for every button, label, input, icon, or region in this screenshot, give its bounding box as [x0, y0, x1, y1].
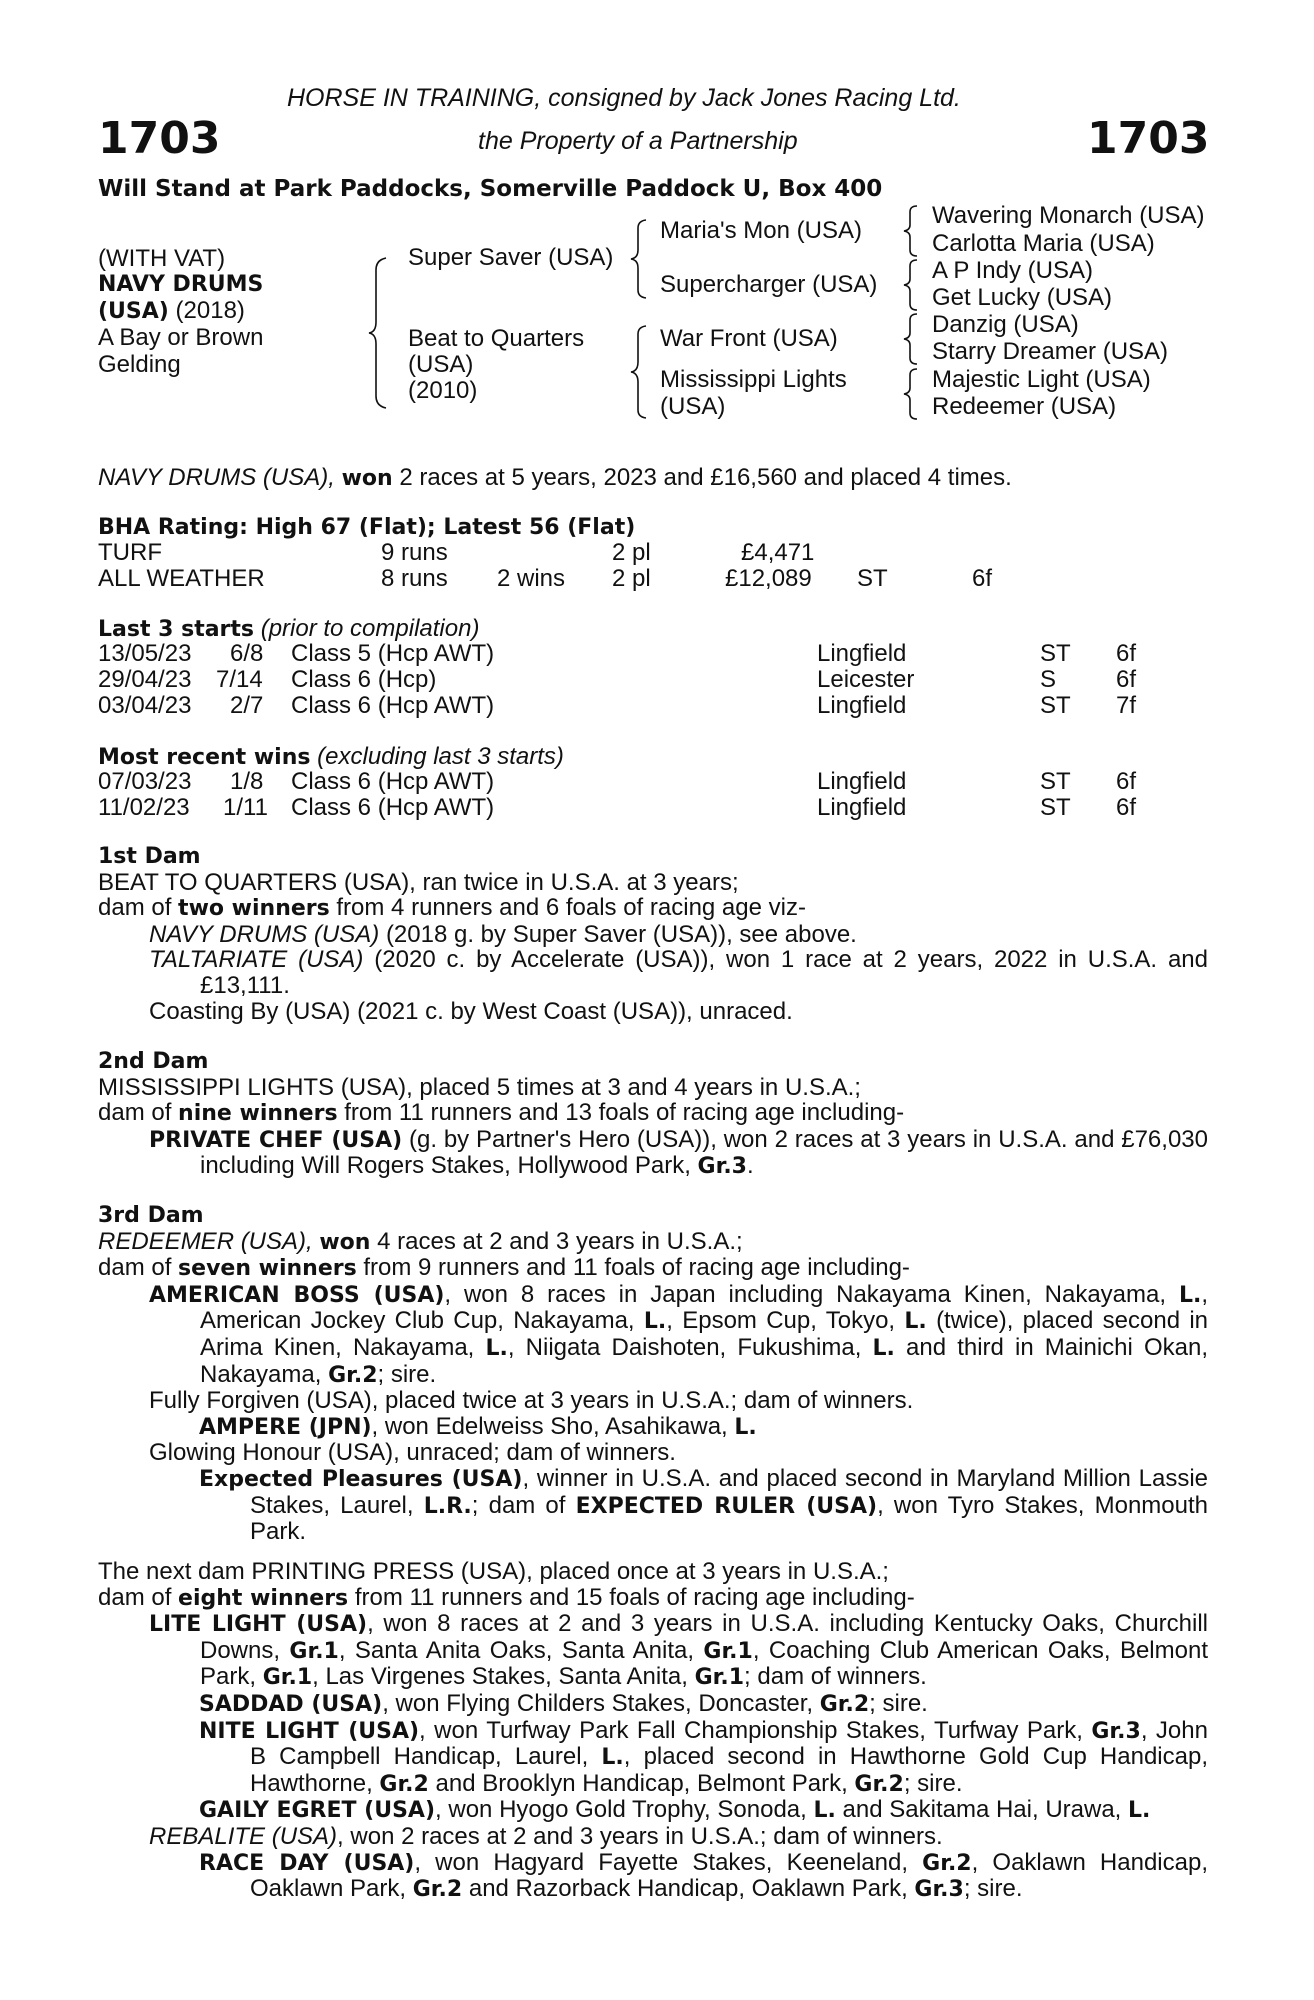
- race-summary: NAVY DRUMS (USA), won 2 races at 5 years, 2023 and £16,560 and placed 4 times.: [98, 464, 1012, 491]
- table-row: [0, 693, 1314, 719]
- pedigree-dsd: Starry Dreamer (USA): [932, 338, 1169, 365]
- second-dam-line: MISSISSIPPI LIGHTS (USA), placed 5 times at 3 and 4 years in U.S.A.;: [98, 1073, 861, 1101]
- bha-rating-title: BHA Rating: High 67 (Flat); Latest 56 (Flat): [98, 515, 636, 540]
- first-dam-foal-3: Coasting By (USA) (2021 c. by West Coast (USA)), unraced.: [149, 997, 793, 1025]
- pedigree-brace-main: [370, 256, 392, 410]
- rebalite-entry: REBALITE (USA), won 2 races at 2 and 3 years in U.S.A.; dam of winners.: [149, 1822, 943, 1850]
- pedigree-ssd: Carlotta Maria (USA): [932, 230, 1155, 257]
- property-line: the Property of a Partnership: [478, 127, 798, 155]
- rating-earnings: £12,089: [725, 565, 812, 592]
- start-distance: 6f: [1116, 640, 1137, 667]
- second-dam-title: 2nd Dam: [98, 1049, 209, 1074]
- win-going: ST: [1040, 794, 1071, 821]
- third-dam-line: REDEEMER (USA), won 4 races at 2 and 3 years in U.S.A.;: [98, 1227, 743, 1255]
- table-row: [0, 769, 1314, 795]
- recent-wins-title: Most recent wins (excluding last 3 starts): [98, 743, 564, 770]
- rating-runs: 8 runs: [381, 565, 448, 592]
- pedigree-dam-dam-name: Mississippi Lights: [660, 366, 847, 393]
- first-dam-line: BEAT TO QUARTERS (USA), ran twice in U.S.A. at 3 years;: [98, 868, 739, 896]
- win-position: 1/11: [223, 794, 268, 821]
- start-distance: 7f: [1116, 692, 1137, 719]
- race-day-entry: RACE DAY (USA), won Hagyard Fayette Stakes, Keeneland, Gr.2, Oaklawn Handicap, Oaklawn Park, Gr.2 and Razorback Handicap, Oaklawn Park, Gr.3; sire.: [199, 1848, 1209, 1903]
- rating-wins: 2 wins: [497, 565, 566, 592]
- last-starts-table: [0, 641, 1314, 719]
- last-starts-title: Last 3 starts (prior to compilation): [98, 615, 480, 642]
- start-date: 29/04/23: [98, 666, 192, 693]
- start-going: S: [1040, 666, 1057, 693]
- rating-placed: 2 pl: [612, 565, 651, 592]
- win-course: Lingfield: [817, 794, 907, 821]
- pedigree-dam-year: (2010): [408, 377, 478, 404]
- start-class: Class 5 (Hcp AWT): [291, 640, 495, 667]
- win-class: Class 6 (Hcp AWT): [291, 768, 495, 795]
- first-dam-section: [98, 844, 1208, 1024]
- horse-sex: Gelding: [98, 351, 181, 378]
- start-date: 13/05/23: [98, 640, 192, 667]
- saddad-entry: SADDAD (USA), won Flying Childers Stakes, Doncaster, Gr.2; sire.: [199, 1689, 928, 1717]
- pedigree-ddd: Redeemer (USA): [932, 393, 1117, 420]
- second-dam-foal-1: PRIVATE CHEF (USA) (g. by Partner's Hero (USA)), won 2 races at 3 years in U.S.A. and £76,030 including Will Rogers Stakes, Hollywood Park, Gr.3.: [149, 1125, 1208, 1180]
- start-course: Leicester: [817, 666, 915, 693]
- horse-colour: A Bay or Brown: [98, 324, 264, 351]
- pedigree-brace-ss: [904, 204, 922, 258]
- start-course: Lingfield: [817, 640, 907, 667]
- second-dam-section: [98, 1049, 1208, 1180]
- rating-surface: ALL WEATHER: [98, 565, 265, 592]
- first-dam-title: 1st Dam: [98, 844, 201, 869]
- pedigree-brace-dd: [904, 367, 922, 421]
- second-dam-produce: dam of nine winners from 11 runners and 13 foals of racing age including-: [98, 1099, 905, 1127]
- fully-forgiven-entry: Fully Forgiven (USA), placed twice at 3 years in U.S.A.; dam of winners.: [149, 1387, 914, 1415]
- third-dam-section: [98, 1203, 1208, 1545]
- ampere-entry: AMPERE (JPN), won Edelweiss Sho, Asahikawa, L.: [199, 1412, 757, 1440]
- american-boss-entry: AMERICAN BOSS (USA), won 8 races in Japan including Nakayama Kinen, Nakayama, L., American Jockey Club Cup, Nakayama, L., Epsom Cup, Tokyo, L. (twice), placed second in Arima Kinen, Nakayama, L., Niigata Daishoten, Fukushima, L. and third in Mainichi Okan, Nakayama, Gr.2; sire.: [149, 1280, 1209, 1388]
- first-dam-produce: dam of two winners from 4 runners and 6 foals of racing age viz-: [98, 894, 806, 922]
- third-dam-title: 3rd Dam: [98, 1203, 204, 1228]
- start-position: 7/14: [216, 666, 263, 693]
- pedigree-sss: Wavering Monarch (USA): [932, 202, 1205, 229]
- table-row: [0, 795, 1314, 821]
- pedigree-brace-sire: [632, 218, 652, 300]
- start-going: ST: [1040, 692, 1071, 719]
- recent-wins-table: [0, 769, 1314, 821]
- nite-light-entry: NITE LIGHT (USA), won Turfway Park Fall Championship Stakes, Turfway Park, Gr.3, John B Campbell Handicap, Laurel, L., placed second in Hawthorne Gold Cup Handicap, Hawthorne, Gr.2 and Brooklyn Handicap, Belmont Park, Gr.2; sire.: [199, 1716, 1208, 1797]
- start-going: ST: [1040, 640, 1071, 667]
- win-course: Lingfield: [817, 768, 907, 795]
- pedigree-sire-dam: Supercharger (USA): [660, 271, 878, 298]
- consignor-line: HORSE IN TRAINING, consigned by Jack Jones Racing Ltd.: [287, 84, 961, 112]
- pedigree-dss: Danzig (USA): [932, 311, 1079, 338]
- next-dam-produce: dam of eight winners from 11 runners and 15 foals of racing age including-: [98, 1583, 915, 1611]
- win-date: 11/02/23: [98, 794, 190, 821]
- rating-placed: 2 pl: [612, 539, 651, 566]
- gaily-egret-entry: GAILY EGRET (USA), won Hyogo Gold Trophy, Sonoda, L. and Sakitama Hai, Urawa, L.: [199, 1796, 1151, 1824]
- start-date: 03/04/23: [98, 692, 192, 719]
- expected-pleasures-entry: Expected Pleasures (USA), winner in U.S.A. and placed second in Maryland Million Lassie Stakes, Laurel, L.R.; dam of EXPECTED RULER (USA), won Tyro Stakes, Monmouth Park.: [199, 1464, 1208, 1546]
- horse-origin: (USA) (2018): [98, 297, 245, 324]
- lot-number-right: 1703: [1087, 113, 1210, 164]
- lot-number-left: 1703: [98, 113, 221, 164]
- rating-distance: 6f: [972, 565, 993, 592]
- win-distance: 6f: [1116, 794, 1137, 821]
- pedigree-dam-name: Beat to Quarters: [408, 325, 585, 352]
- start-position: 2/7: [230, 692, 264, 719]
- first-dam-foal-1: NAVY DRUMS (USA) (2018 g. by Super Saver (USA)), see above.: [149, 920, 857, 948]
- pedigree-sdd: Get Lucky (USA): [932, 284, 1113, 311]
- win-date: 07/03/23: [98, 768, 192, 795]
- first-dam-foal-2: TALTARIATE (USA) (2020 c. by Accelerate (USA)), won 1 race at 2 years, 2022 in U.S.A. and £13,111.: [149, 946, 1209, 999]
- pedigree-dam-dam-country: (USA): [660, 393, 726, 420]
- third-dam-produce: dam of seven winners from 9 runners and 11 foals of racing age including-: [98, 1254, 910, 1282]
- start-class: Class 6 (Hcp): [291, 666, 437, 693]
- start-position: 6/8: [230, 640, 264, 667]
- pedigree-dam-sire: War Front (USA): [660, 325, 838, 352]
- glowing-honour-entry: Glowing Honour (USA), unraced; dam of winners.: [149, 1439, 676, 1467]
- pedigree-brace-sd: [904, 258, 922, 312]
- start-class: Class 6 (Hcp AWT): [291, 692, 495, 719]
- win-going: ST: [1040, 768, 1071, 795]
- vat-label: (WITH VAT): [98, 245, 226, 272]
- next-dam-section: [98, 1559, 1208, 1903]
- lite-light-entry: LITE LIGHT (USA), won 8 races at 2 and 3 years in U.S.A. including Kentucky Oaks, Churchill Downs, Gr.1, Santa Anita Oaks, Santa Anita, Gr.1, Coaching Club American Oaks, Belmont Park, Gr.1, Las Virgenes Stakes, Santa Anita, Gr.1; dam of winners.: [149, 1610, 1208, 1691]
- table-row: [0, 641, 1314, 667]
- win-class: Class 6 (Hcp AWT): [291, 794, 495, 821]
- rating-surface: TURF: [98, 539, 162, 566]
- next-dam-line: The next dam PRINTING PRESS (USA), placed once at 3 years in U.S.A.;: [98, 1558, 889, 1585]
- table-row: [0, 667, 1314, 693]
- pedigree-sire: Super Saver (USA): [408, 244, 614, 271]
- pedigree-dam-country: (USA): [408, 351, 474, 378]
- pedigree-brace-ds: [904, 312, 922, 366]
- pedigree-sire-sire: Maria's Mon (USA): [660, 217, 862, 244]
- start-course: Lingfield: [817, 692, 907, 719]
- start-distance: 6f: [1116, 666, 1137, 693]
- rating-earnings: £4,471: [741, 539, 815, 566]
- stand-line: Will Stand at Park Paddocks, Somerville Paddock U, Box 400: [98, 176, 883, 202]
- rating-going: ST: [857, 565, 888, 592]
- pedigree-sds: A P Indy (USA): [932, 257, 1093, 284]
- pedigree-dds: Majestic Light (USA): [932, 366, 1151, 393]
- win-position: 1/8: [230, 768, 264, 795]
- win-distance: 6f: [1116, 768, 1137, 795]
- pedigree-brace-dam: [632, 324, 652, 420]
- rating-runs: 9 runs: [381, 539, 448, 566]
- horse-name: NAVY DRUMS: [98, 272, 264, 297]
